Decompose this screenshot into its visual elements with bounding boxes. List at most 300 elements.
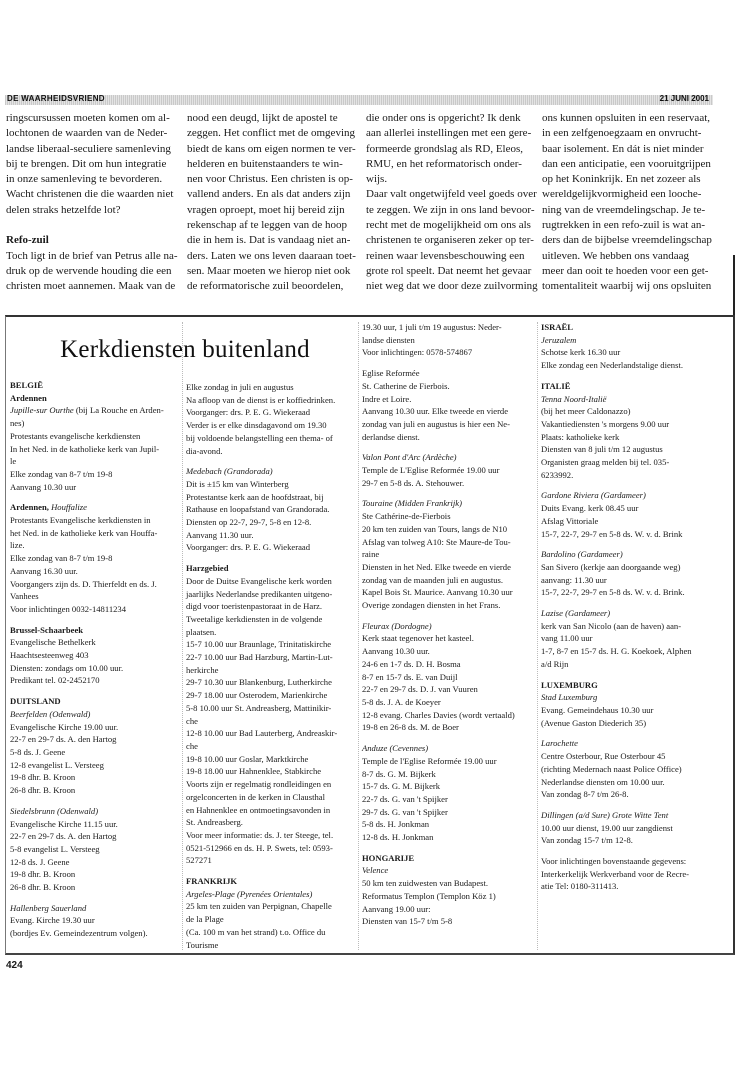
text-segment: 12-8 ds. H. Jonkman: [362, 832, 434, 843]
text-line: [366, 203, 541, 218]
text-line: [187, 187, 362, 202]
column-divider: [182, 322, 183, 950]
paragraph-gap: [541, 671, 692, 679]
text-line: [362, 367, 515, 380]
text-segment: bij te brengen. Dit om hun integratie: [6, 157, 167, 170]
text-line: [186, 875, 337, 888]
location-name: Valon Pont d'Arc (Ardèche): [362, 452, 457, 463]
paragraph-gap: [362, 844, 515, 852]
paragraph-gap: [362, 489, 515, 497]
text-line: [541, 380, 692, 393]
text-segment: christenen te organiseren zeker op ter-: [366, 234, 534, 247]
text-segment: Tourisme: [186, 939, 219, 950]
text-line: [541, 737, 692, 750]
text-line: [10, 417, 164, 430]
text-line: [541, 868, 692, 881]
text-line: [6, 264, 181, 279]
text-segment: Predikant tel. 02-2452170: [10, 675, 100, 686]
text-segment: Organisten graag melden bij tel. 035-: [541, 457, 670, 468]
text-line: [186, 888, 337, 901]
text-line: [186, 939, 337, 952]
text-line: [10, 708, 164, 721]
text-line: [186, 638, 337, 651]
paragraph-gap: [541, 372, 692, 380]
section-heading: LUXEMBURG: [541, 679, 598, 690]
text-segment: 29-7 10.30 uur Blankenburg, Lutherkirche: [186, 677, 332, 688]
text-line: [542, 233, 717, 248]
text-segment: Vakantiediensten 's morgens 9.00 uur: [541, 418, 670, 429]
text-segment: Aanvang 16.30 uur.: [10, 565, 78, 576]
text-segment: Tweetalige kerkdiensten in de volgende: [186, 613, 323, 624]
text-line: [6, 142, 181, 157]
text-line: [366, 233, 541, 248]
text-segment: dia-avond.: [186, 445, 223, 456]
text-segment: Voorganger: drs. P. E. G. Wiekeraad: [186, 542, 310, 553]
text-segment: lize.: [10, 540, 25, 551]
text-segment: Elke zondag van 8-7 t/m 19-8: [10, 553, 113, 564]
text-line: [186, 503, 337, 516]
text-segment: meer dan ooit te hoeden voor een get-: [542, 264, 709, 277]
location-name: Beerfelden (Odenwald): [10, 708, 91, 719]
text-segment: Nederlandse diensten om 10.00 uur.: [541, 776, 665, 787]
text-line: [186, 381, 337, 394]
text-line: [10, 856, 164, 869]
text-line: [541, 632, 692, 645]
text-segment: raine: [362, 549, 380, 560]
text-segment: 29-7 ds. G. van 't Spijker: [362, 806, 448, 817]
paragraph-gap: [10, 797, 164, 805]
text-line: [10, 514, 164, 527]
text-line: [186, 529, 337, 542]
text-line: [186, 676, 337, 689]
text-segment: nen voor Christus. Een christen is op-: [187, 173, 353, 186]
text-line: [10, 552, 164, 565]
text-segment: 5-8 ds. J. A. de Koeyer: [362, 696, 441, 707]
text-line: [541, 515, 692, 528]
text-line: [186, 419, 337, 432]
text-line: [187, 111, 362, 126]
text-segment: ders. Laten we ons leven daaraan toet-: [187, 249, 356, 262]
location-name: Tenna Noord-Italië: [541, 393, 607, 404]
text-line: [186, 626, 337, 639]
text-line: [362, 477, 515, 490]
text-segment: 19-8 dhr. B. Kroon: [10, 772, 76, 783]
text-segment: Evangelische Bethelkerk: [10, 637, 96, 648]
text-line: [541, 855, 692, 868]
location-name: Stad Luxemburg: [541, 692, 598, 703]
text-line: [362, 523, 515, 536]
text-line: [366, 172, 541, 187]
text-line: [542, 203, 717, 218]
text-segment: rekenschap af te leggen van de hoop: [187, 219, 348, 232]
text-line: [541, 788, 692, 801]
text-segment: Voor inlichtingen 0032-14811234: [10, 603, 127, 614]
section-heading: DUITSLAND: [10, 696, 61, 707]
text-line: [362, 903, 515, 916]
text-segment: op het Koninkrijk. En net zozeer als: [542, 173, 701, 186]
text-line: [187, 264, 362, 279]
text-line: [186, 778, 337, 791]
text-line: [541, 574, 692, 587]
text-segment: Aanvang 11.30 uur.: [186, 529, 254, 540]
text-segment: delen straks hetzelfde lot?: [6, 203, 121, 216]
paragraph-gap: [10, 493, 164, 501]
text-segment: landse diensten: [362, 334, 415, 345]
text-segment: Duits Evang. kerk 08.45 uur: [541, 503, 639, 514]
text-line: [362, 321, 515, 334]
text-line: [10, 539, 164, 552]
services-column-2: [186, 381, 337, 951]
text-segment: 12-8 10.00 uur Bad Lauterberg, Andreaskir-: [186, 728, 338, 739]
section-heading: Refo-zuil: [6, 234, 49, 247]
text-segment: Elke zondag een Nederlandstalige dienst.: [541, 360, 683, 371]
text-segment: Voor inlichtingen: 0578-574867: [362, 347, 473, 358]
text-line: [362, 451, 515, 464]
text-segment: 5-8 evangelist L. Versteeg: [10, 843, 100, 854]
text-line: [542, 218, 717, 233]
text-line: [187, 279, 362, 294]
text-line: [542, 172, 717, 187]
text-segment: Toch ligt in de brief van Petrus alle na-: [6, 249, 178, 262]
text-line: [542, 249, 717, 264]
text-line: [541, 691, 692, 704]
text-segment: digd voor toeristenpastoraat in de Harz.: [186, 601, 323, 612]
text-segment: ders dan de bijbelse vreemdelingschap: [542, 234, 712, 247]
text-segment: (bordjes Ev. Gemeindezentrum volgen).: [10, 928, 148, 939]
text-line: [362, 780, 515, 793]
text-line: [366, 142, 541, 157]
text-line: [362, 393, 515, 406]
text-line: [541, 880, 692, 893]
text-line: [186, 842, 337, 855]
location-name: Jupille-sur Ourthe: [10, 405, 74, 416]
text-line: [541, 809, 692, 822]
text-line: [10, 759, 164, 772]
text-line: [6, 172, 181, 187]
text-line: [186, 432, 337, 445]
paragraph-gap: [541, 481, 692, 489]
text-segment: Diensten van 15-7 t/m 5-8: [362, 916, 453, 927]
text-segment: baar isolement. En dát is niet minder: [542, 142, 704, 155]
text-line: [6, 203, 181, 218]
text-line: [541, 658, 692, 671]
text-segment: ons kunnen opsluiten in een reservaat,: [542, 112, 711, 124]
text-line: [10, 830, 164, 843]
text-line: [10, 784, 164, 797]
text-segment: atie Tel: 0180-311413.: [541, 881, 619, 892]
text-segment: (bij het meer Caldonazzo): [541, 406, 631, 417]
paragraph-gap: [186, 457, 337, 465]
text-segment: jaarlijks Nederlandse predikanten uitgeno-: [186, 588, 333, 599]
text-segment: RMU, en het reformatorisch onder-: [366, 157, 522, 170]
text-line: [186, 406, 337, 419]
text-line: [366, 126, 541, 141]
text-segment: 15-7 10.00 uur Braunlage, Trinitatiskirche: [186, 639, 332, 650]
text-segment: 19-8 dhr. B. Kroon: [10, 869, 76, 880]
location-name: Touraine (Midden Frankrijk): [362, 498, 462, 509]
text-segment: formeerde grondslag als RD, Eleos,: [366, 142, 524, 155]
paragraph-gap: [186, 554, 337, 562]
text-segment: Diensten: zondags om 10.00 uur.: [10, 662, 124, 673]
text-segment: grote rol speelt. Dat neemt het gevaar: [366, 264, 532, 277]
text-segment: (Ca. 100 m van het strand) t.o. Office du: [186, 926, 326, 937]
text-segment: Kapel Bois St. Maurice. Aanvang 10.30 uur: [362, 587, 513, 598]
section-heading: Brussel-Schaarbeek: [10, 624, 84, 635]
text-line: [362, 645, 515, 658]
text-line: [186, 588, 337, 601]
text-line: [362, 380, 515, 393]
services-column-4: [541, 321, 692, 893]
location-name: Larochette: [541, 738, 578, 749]
text-line: [186, 829, 337, 842]
text-segment: 8-7 ds. G. M. Bijkerk: [362, 768, 436, 779]
text-line: [10, 624, 164, 637]
text-line: [362, 864, 515, 877]
location-name: Medebach (Grandorada): [186, 466, 273, 477]
text-line: [362, 548, 515, 561]
text-segment: le: [10, 456, 17, 467]
text-segment: 22-7 en 29-7 ds. A. den Hartog: [10, 734, 117, 745]
text-segment: 26-8 dhr. B. Kroon: [10, 882, 76, 893]
text-segment: Evang. Gemeindehaus 10.30 uur: [541, 704, 654, 715]
text-segment: kerk van San Nicolo (aan de haven) aan-: [541, 620, 682, 631]
text-line: [362, 768, 515, 781]
text-segment: Wacht christenen die die waarden niet: [6, 188, 174, 201]
services-column-3: [362, 321, 515, 928]
text-line: [362, 561, 515, 574]
text-line: [10, 914, 164, 927]
text-line: [10, 733, 164, 746]
text-segment: In het Ned. in de katholieke kerk van Jupil-: [10, 443, 160, 454]
text-segment: Door de Duitse Evangelische kerk worden: [186, 575, 332, 586]
text-line: [542, 157, 717, 172]
section-heading: HONGARIJE: [362, 852, 415, 863]
text-segment: Afslag van tolweg A10: Ste Maure-de Tou-: [362, 536, 511, 547]
text-segment: lochtonen de waarden van de Neder-: [6, 127, 168, 140]
column-divider: [358, 322, 359, 950]
paragraph-gap: [541, 540, 692, 548]
text-segment: (Avenue Gaston Diederich 35): [541, 717, 647, 728]
section-heading: BELGIË: [10, 380, 43, 390]
text-line: [186, 702, 337, 715]
text-segment: Schotse kerk 16.30 uur: [541, 347, 621, 358]
text-line: [10, 590, 164, 603]
text-segment: 5-8 10.00 uur St. Andreasberg, Mattinikir-: [186, 702, 332, 713]
text-line: [186, 816, 337, 829]
text-segment: Voor inlichtingen bovenstaande gegevens:: [541, 856, 687, 867]
text-line: [10, 843, 164, 856]
text-segment: Reformatus Templon (Templon Köz 1): [362, 890, 496, 901]
paragraph-gap: [6, 218, 181, 233]
location-name: Houffalize: [51, 502, 87, 513]
text-line: [10, 881, 164, 894]
text-line: [186, 753, 337, 766]
text-segment: che: [186, 715, 198, 726]
text-line: [542, 126, 717, 141]
paragraph-gap: [362, 612, 515, 620]
text-line: [541, 528, 692, 541]
text-segment: Voorts zijn er regelmatig rondleidingen en: [186, 779, 332, 790]
text-segment: Protestantse kerk aan de hoofdstraat, bij: [186, 491, 324, 502]
text-line: [542, 111, 717, 126]
text-line: [187, 249, 362, 264]
text-segment: Plaats: katholieke kerk: [541, 431, 620, 442]
location-name: Gardone Riviera (Gardameer): [541, 490, 646, 501]
text-line: [362, 599, 515, 612]
text-line: [362, 620, 515, 633]
text-segment: ringscursussen moeten komen om al-: [6, 112, 170, 124]
text-segment: bij voldoende belangstelling een thema- of: [186, 432, 333, 443]
text-line: [541, 704, 692, 717]
text-line: [362, 683, 515, 696]
text-line: [541, 776, 692, 789]
text-segment: 19-8 10.00 uur Goslar, Marktkirche: [186, 753, 309, 764]
location-name: Siedelsbrunn (Odenwald): [10, 805, 99, 816]
text-segment: Centre Osterbour, Rue Osterbour 45: [541, 751, 666, 762]
text-line: [541, 763, 692, 776]
text-segment: Van zondag 15-7 t/m 12-8.: [541, 835, 633, 846]
services-column-1: [10, 379, 164, 940]
text-segment: che: [186, 740, 198, 751]
text-line: [541, 607, 692, 620]
text-segment: 22-7 en 29-7 ds. D. J. van Vuuren: [362, 684, 478, 695]
text-line: [10, 868, 164, 881]
text-line: [10, 636, 164, 649]
text-line: [541, 359, 692, 372]
text-line: [541, 431, 692, 444]
text-segment: Afslag Vittoriale: [541, 515, 599, 526]
text-line: [186, 465, 337, 478]
section-heading: FRANKRIJK: [186, 876, 238, 887]
text-segment: in een zelfgenoegzaam en onvrucht-: [542, 127, 702, 140]
text-line: [10, 455, 164, 468]
text-line: [10, 927, 164, 940]
text-line: [10, 695, 164, 708]
text-segment: dan een anticipatie, een vooruitgrijpen: [542, 157, 711, 170]
section-heading: ITALIË: [541, 380, 571, 391]
text-segment: Protestants evangelische kerkdiensten: [10, 430, 141, 441]
text-line: [541, 717, 692, 730]
text-segment: 19-8 18.00 uur Hahnenklee, Stabkirche: [186, 766, 322, 777]
article-column-3: [366, 111, 541, 295]
text-segment: te zeggen. We zijn in ons land bevoor-: [366, 203, 535, 216]
text-segment: 12-8 evang. Charles Davies (wordt vertaald): [362, 709, 515, 720]
text-line: [10, 430, 164, 443]
text-line: [186, 478, 337, 491]
text-segment: rugtrekken in een refo-zuil is wat an-: [542, 219, 706, 232]
text-line: [542, 187, 717, 202]
text-segment: 8-7 en 15-7 ds. E. van Duijl: [362, 671, 458, 682]
location-name: Anduze (Cevennes): [362, 743, 429, 754]
text-segment: het Ned. in de katholieke kerk van Houffa-: [10, 527, 158, 538]
text-line: [10, 379, 164, 392]
text-line: [362, 696, 515, 709]
text-segment: St. Catherine de Fierbois.: [362, 380, 450, 391]
text-segment: Evang. Kirche 19.30 uur: [10, 915, 95, 926]
text-segment: Aanvang 10.30 uur: [10, 481, 77, 492]
text-line: [362, 721, 515, 734]
text-segment: San Sivero (kerkje aan doorgaande weg): [541, 561, 681, 572]
text-line: [362, 831, 515, 844]
text-segment: Haachtsesteenweg 403: [10, 650, 89, 661]
paragraph-gap: [541, 729, 692, 737]
text-line: [362, 671, 515, 684]
text-line: [541, 834, 692, 847]
text-line: [541, 645, 692, 658]
text-line: [362, 464, 515, 477]
text-line: [362, 586, 515, 599]
text-segment: 10.00 uur dienst, 19.00 uur zangdienst: [541, 822, 673, 833]
text-segment: Aanvang 10.30 uur.: [362, 646, 430, 657]
text-segment: Voorgangers zijn ds. D. Thierfeldt en ds. J.: [10, 578, 157, 589]
text-line: [186, 491, 337, 504]
paragraph-gap: [362, 734, 515, 742]
text-segment: die onder ons is opgericht? Ik denk: [366, 112, 521, 124]
text-line: [186, 541, 337, 554]
text-line: [542, 264, 717, 279]
text-line: [541, 418, 692, 431]
text-segment: Daar valt ongetwijfeld veel goeds over: [366, 188, 537, 201]
text-segment: Voor meer informatie: ds. J. ter Steege, tel.: [186, 829, 334, 840]
text-line: [542, 142, 717, 157]
article-column-1: [6, 111, 181, 295]
text-line: [187, 126, 362, 141]
text-line: [541, 456, 692, 469]
text-segment: herkirche: [186, 664, 219, 675]
text-line: [541, 321, 692, 334]
text-segment: 26-8 dhr. B. Kroon: [10, 785, 76, 796]
text-line: [10, 805, 164, 818]
text-line: [10, 746, 164, 759]
text-segment: Diensten van 8 juli t/m 12 augustus: [541, 444, 663, 455]
text-line: [10, 818, 164, 831]
text-line: [541, 346, 692, 359]
text-line: [541, 502, 692, 515]
text-line: [362, 742, 515, 755]
text-line: [186, 664, 337, 677]
text-line: [362, 890, 515, 903]
text-segment: de reformatorische zuil beoordelen,: [187, 280, 344, 293]
text-line: [10, 565, 164, 578]
text-line: [186, 394, 337, 407]
text-line: [186, 765, 337, 778]
location-name: Bardolino (Gardameer): [541, 549, 623, 560]
text-segment: plaatsen.: [186, 626, 217, 637]
text-line: [186, 516, 337, 529]
text-segment: recht met de mogelijkheid om ons als: [366, 219, 531, 232]
text-line: [186, 913, 337, 926]
text-line: [362, 915, 515, 928]
text-segment: zondag van juli en augustus is hier een Ne-: [362, 418, 510, 429]
text-line: [541, 393, 692, 406]
text-line: [366, 249, 541, 264]
paragraph-gap: [362, 359, 515, 367]
text-line: [10, 902, 164, 915]
text-line: [186, 900, 337, 913]
text-line: [362, 709, 515, 722]
text-line: [366, 157, 541, 172]
text-line: [541, 561, 692, 574]
text-segment: 15-7 ds. G. M. Bijkerk: [362, 781, 441, 792]
text-line: [187, 218, 362, 233]
text-line: [186, 791, 337, 804]
text-line: [10, 721, 164, 734]
text-segment: Evangelische Kirche 19.00 uur.: [10, 721, 119, 732]
text-line: [186, 926, 337, 939]
text-line: [362, 346, 515, 359]
text-segment: Temple de l'Eglise Reformée 19.00 uur: [362, 755, 497, 766]
text-line: [186, 854, 337, 867]
